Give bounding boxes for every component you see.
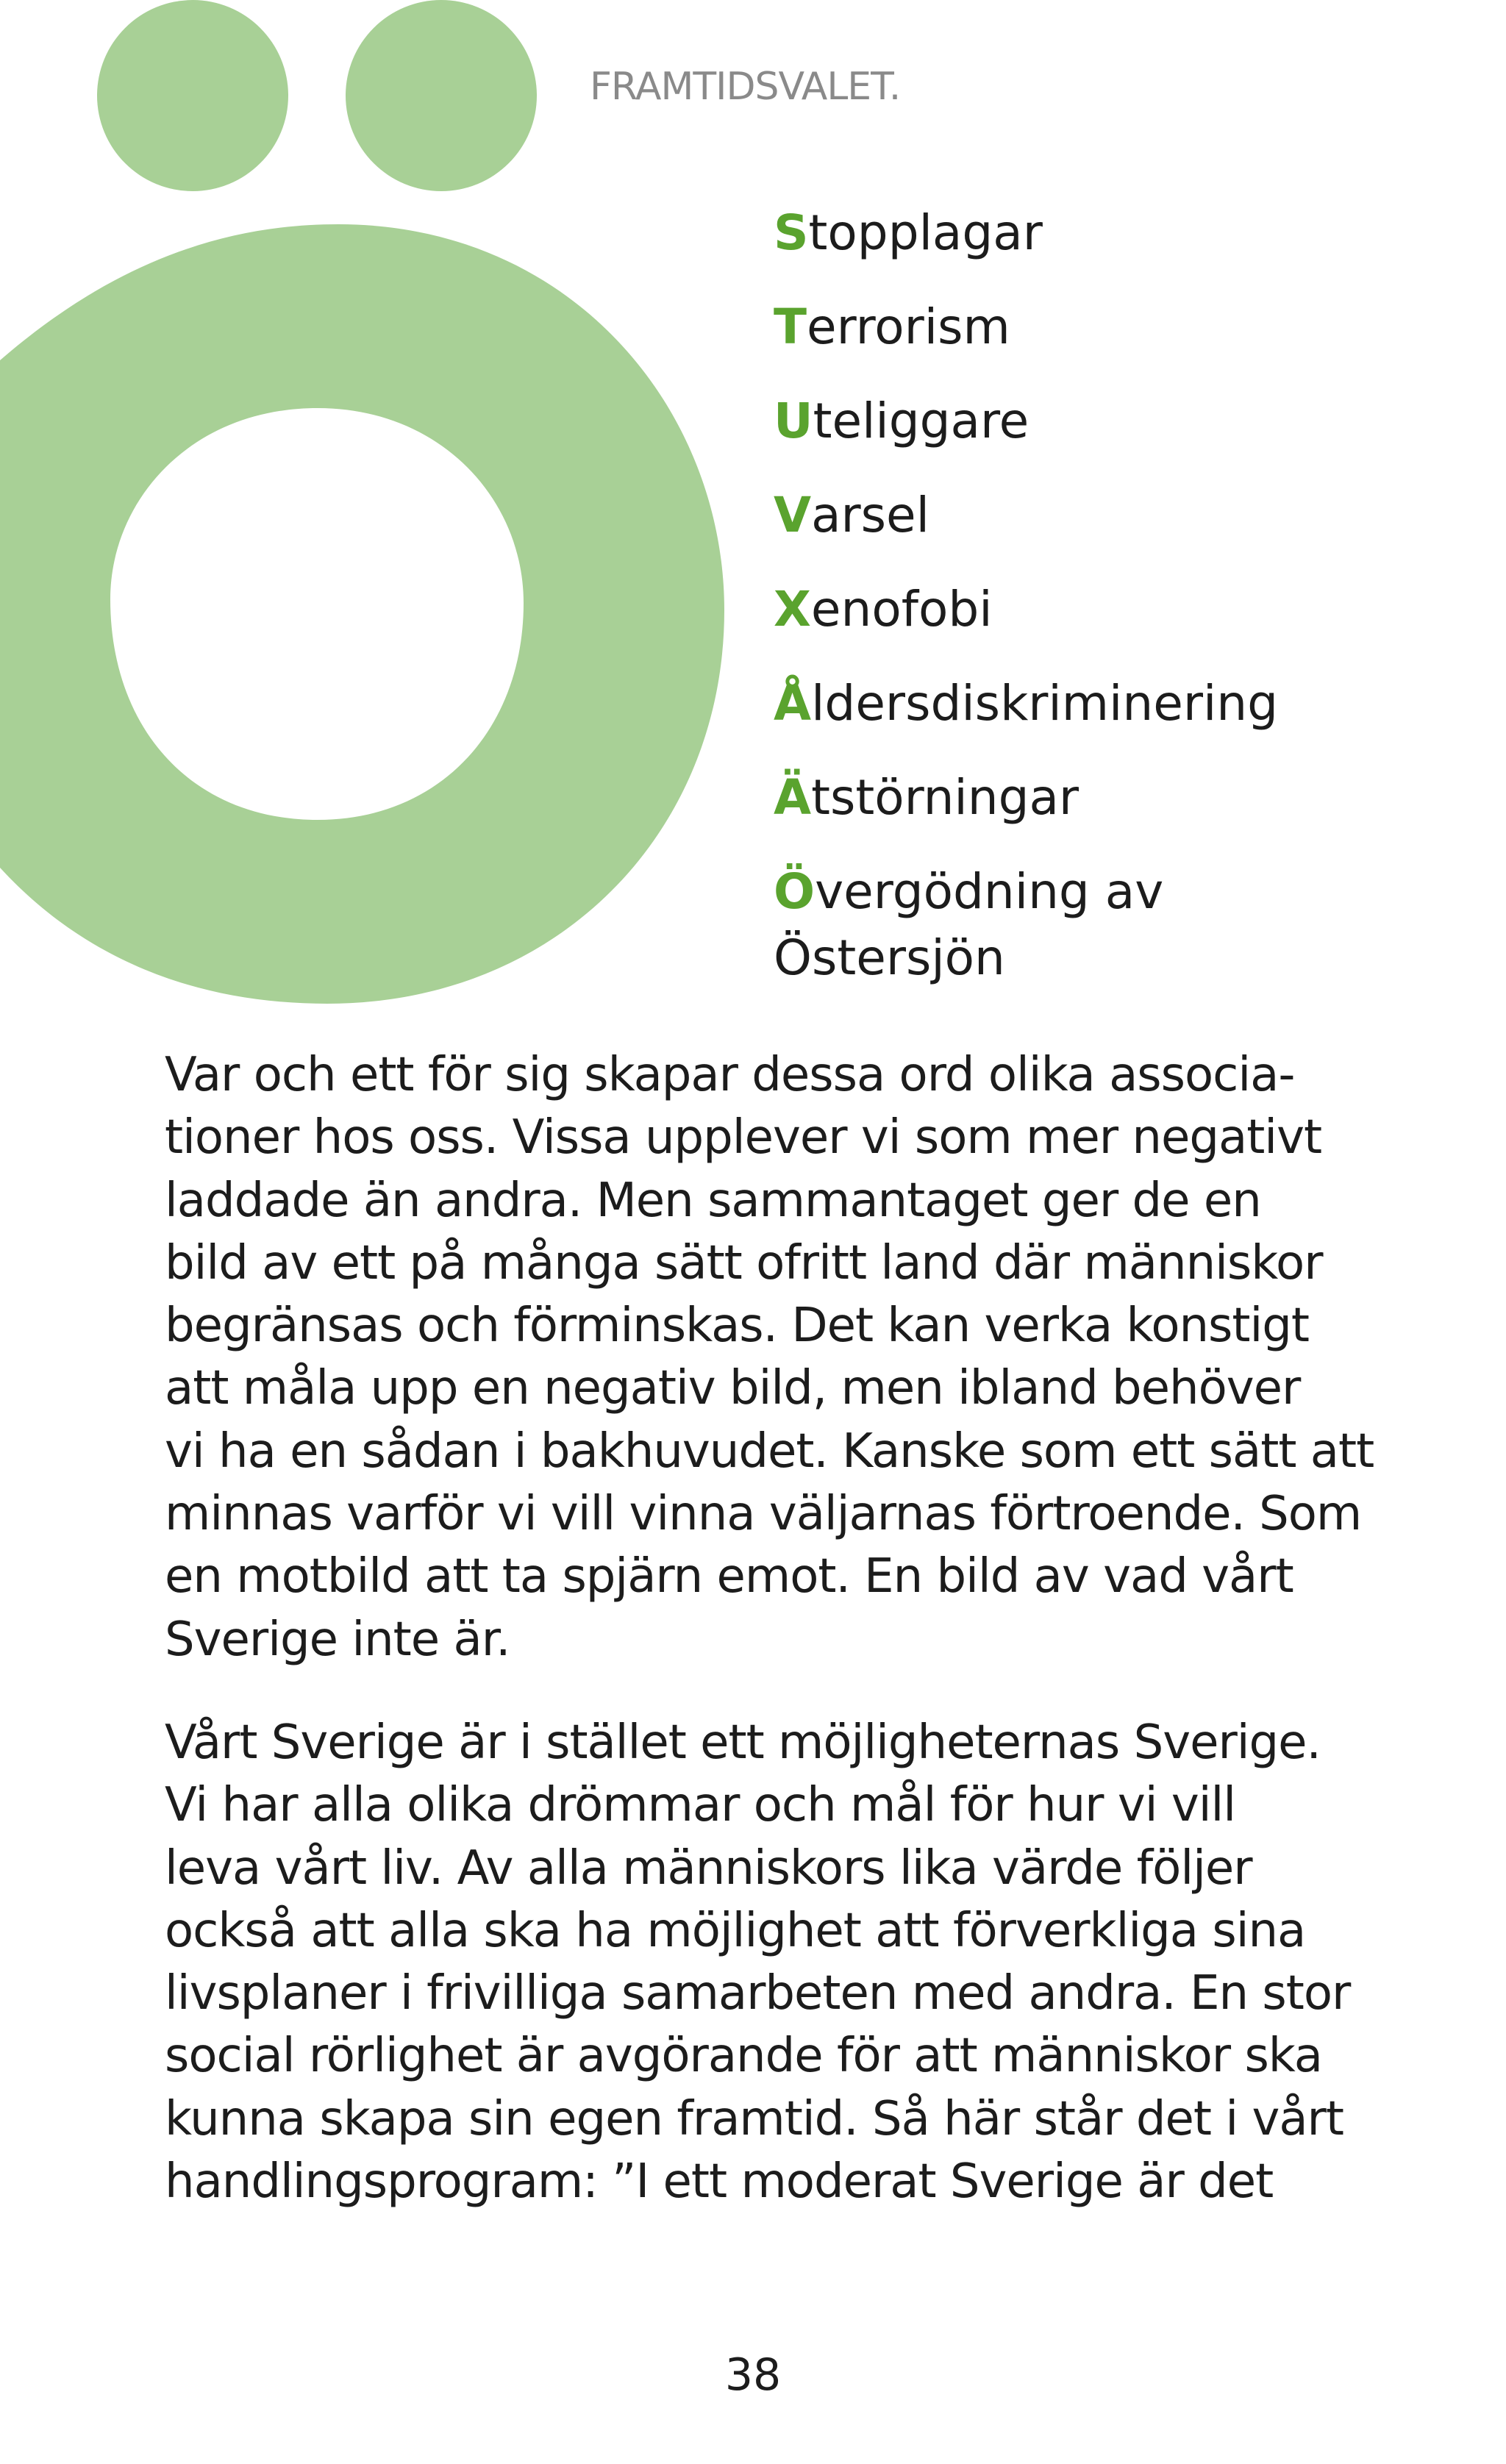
word-initial: Ö [774, 863, 816, 920]
text-line: att måla upp en negativ bild, men ibland behöver [165, 1361, 1301, 1416]
word-rest: vergödning av Östersjön [774, 863, 1164, 986]
text-line: social rörlighet är avgörande för att människor ska [165, 2029, 1322, 2084]
text-line: begränsas och förminskas. Det kan verka konstigt [165, 1299, 1309, 1354]
text-line: livsplaner i frivilliga samarbeten med andra. En stor [165, 1966, 1351, 2021]
list-item [774, 765, 1435, 859]
list-item [774, 200, 1435, 294]
word-initial: U [774, 393, 813, 449]
text-line: Sverige inte är. [165, 1612, 510, 1667]
text-line: minnas varför vi vill vinna väljarnas förtroende. Som [165, 1487, 1362, 1542]
text-line: Vårt Sverige är i stället ett möjligheternas Sverige. [165, 1715, 1321, 1770]
text-line: handlingsprogram: ”I ett moderat Sverige är det [165, 2154, 1274, 2210]
word-rest: arsel [811, 487, 930, 543]
word-initial: Å [774, 675, 812, 732]
word-initial: V [774, 487, 812, 543]
word-initial: Ä [774, 769, 812, 826]
list-item [774, 671, 1435, 765]
word-initial: T [774, 299, 807, 355]
umlaut-dot-right [346, 0, 537, 191]
text-line: leva vårt liv. Av alla människors lika värde följer [165, 1840, 1252, 1896]
o-ring-shape [0, 224, 724, 1004]
section-header-label: FRAMTIDSVALET. [590, 65, 901, 109]
word-rest: ldersdiskriminering [811, 675, 1279, 732]
list-item [774, 294, 1435, 388]
word-rest: enofobi [810, 581, 993, 638]
page-number: 38 [724, 2349, 782, 2401]
body-paragraph-1 [165, 1044, 1374, 1671]
text-line: tioner hos oss. Vissa upplever vi som mer negativt [165, 1110, 1322, 1165]
list-item [774, 576, 1435, 671]
acronym-word-list [774, 200, 1435, 991]
body-paragraph-2 [165, 1712, 1351, 2213]
word-rest: teliggare [813, 393, 1029, 449]
list-item [774, 388, 1435, 482]
list-item [774, 859, 1185, 991]
text-line: Var och ett för sig skapar dessa ord olika associa- [165, 1048, 1295, 1102]
text-line: också att alla ska ha möjlighet att förverkliga sina [165, 1903, 1306, 1958]
word-rest: tstörningar [811, 769, 1079, 826]
text-line: bild av ett på många sätt ofritt land där människor [165, 1235, 1323, 1290]
list-item [774, 482, 1435, 576]
text-line: kunna skapa sin egen framtid. Så här står det i vårt [165, 2091, 1343, 2146]
text-line: laddade än andra. Men sammantaget ger de en [165, 1173, 1261, 1228]
text-line: en motbild att ta spjärn emot. En bild av vad vårt [165, 1549, 1293, 1604]
word-rest: topplagar [808, 204, 1043, 261]
text-line: vi ha en sådan i bakhuvudet. Kanske som ett sätt att [165, 1424, 1374, 1479]
word-initial: X [774, 581, 811, 638]
word-initial: S [774, 204, 809, 261]
word-rest: errorism [807, 299, 1010, 355]
text-line: Vi har alla olika drömmar och mål för hur vi vill [165, 1778, 1236, 1833]
umlaut-dot-left [97, 0, 288, 191]
